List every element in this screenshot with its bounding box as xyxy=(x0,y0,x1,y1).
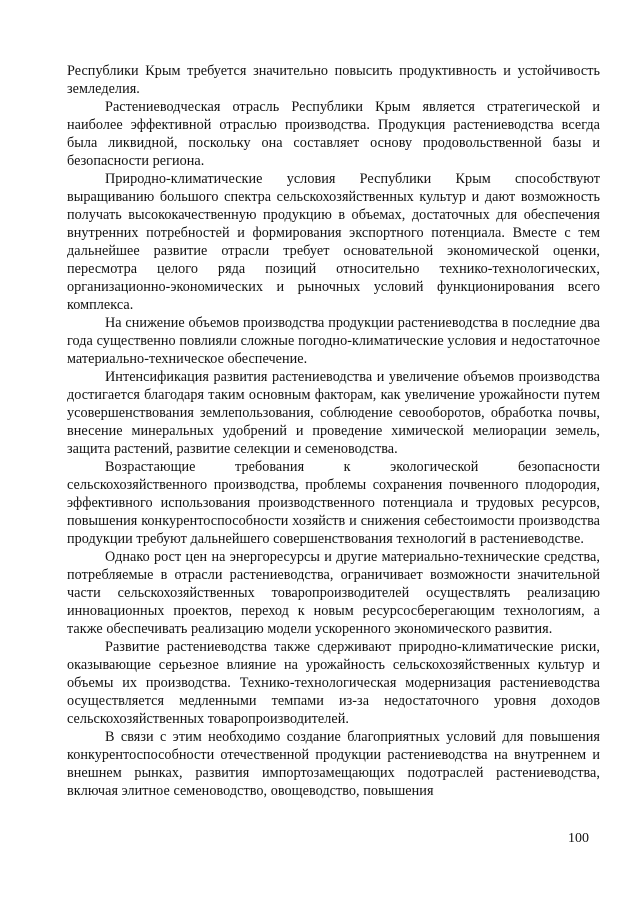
paragraph-9: В связи с этим необходимо создание благоприятных условий для повышения конкурентоспособности отечественной продукции растениеводства на внутреннем и внешнем рынках, развития импортозамещающих подотраслей растениеводства, включая элитное семеноводство, овощеводство, повышения xyxy=(67,729,600,799)
page-number: 100 xyxy=(568,831,589,846)
paragraph-5: Интенсификация развития растениеводства и увеличение объемов производства достигается благодаря таким основным факторам, как увеличение урожайности путем усовершенствования землепользования, соблюдение севооборотов, обработка почвы, внесение минеральных удобрений и проведение химической мелиорации земель, защита растений, развитие селекции и семеноводства. xyxy=(67,369,600,457)
paragraph-3: Природно-климатические условия Республики Крым способствуют выращиванию большого спектра сельскохозяйственных культур и дают возможность получать высококачественную продукцию в объемах, достаточных для обеспечения внутренних потребностей и формирования экспортного потенциала. Вместе с тем дальнейшее развитие отрасли требует основательной экономической оценки, пересмотра целого ряда позиций относительно технико-технологических, организационно-экономических и рыночных условий функционирования всего комплекса. xyxy=(67,171,600,313)
paragraph-7: Однако рост цен на энергоресурсы и другие материально-технические средства, потребляемые в отрасли растениеводства, ограничивает возможности значительной части сельскохозяйственных товаропроизводителей осуществлять реализацию инновационных проектов, переход к новым ресурсосберегающим технологиям, а также обеспечивать реализацию модели ускоренного экономического развития. xyxy=(67,549,600,637)
paragraph-4: На снижение объемов производства продукции растениеводства в последние два года существенно повлияли сложные погодно-климатические условия и недостаточное материально-техническое обеспечение. xyxy=(67,315,600,367)
body-text xyxy=(67,62,600,800)
paragraph-1: Республики Крым требуется значительно повысить продуктивность и устойчивость земледелия. xyxy=(67,63,600,97)
paragraph-8: Развитие растениеводства также сдерживают природно-климатические риски, оказывающие серьезное влияние на урожайность сельскохозяйственных культур и объемы их производства. Технико-технологическая модернизация растениеводства осуществляется медленными темпами из-за недостаточного уровня доходов сельскохозяйственных товаропроизводителей. xyxy=(67,639,600,727)
paragraph-2: Растениеводческая отрасль Республики Крым является стратегической и наиболее эффективной отраслью производства. Продукция растениеводства всегда была ликвидной, поскольку она составляет основу продовольственной базы и безопасности региона. xyxy=(67,99,600,169)
paragraph-6: Возрастающие требования к экологической безопасности сельскохозяйственного производства, проблемы сохранения почвенного плодородия, эффективного использования производственного потенциала и трудовых ресурсов, повышения конкурентоспособности хозяйств и снижения себестоимости производства продукции требуют дальнейшего совершенствования технологий в растениеводстве. xyxy=(67,459,600,547)
